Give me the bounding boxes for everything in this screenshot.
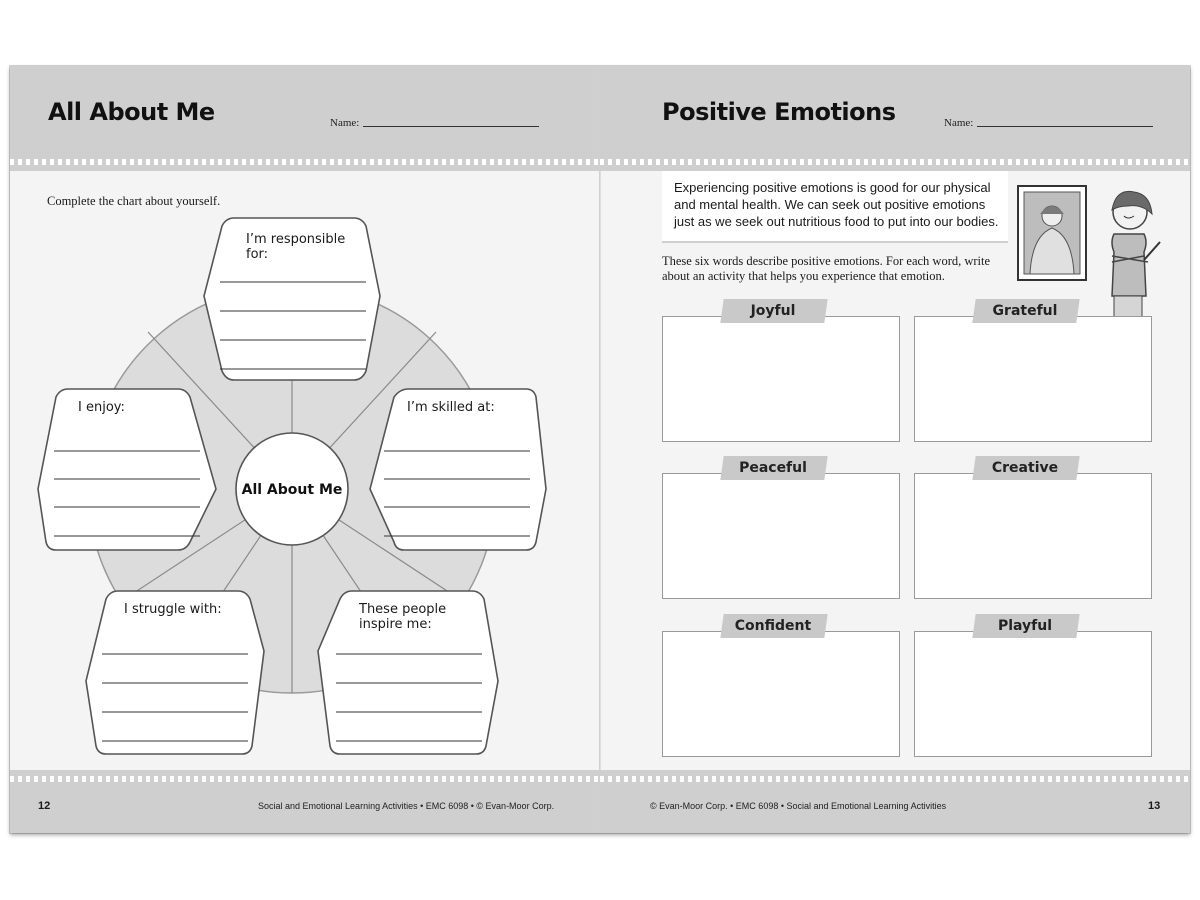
page-number: 13	[1148, 800, 1161, 812]
about-me-wheel	[10, 66, 600, 833]
dotted-border	[600, 159, 1190, 165]
emotion-box-creative[interactable]	[914, 473, 1152, 599]
intro-text: Experiencing positive emotions is good for our physical and mental health. We can seek out positive emotions just as we seek out nutritious food to put into our bodies.	[674, 180, 999, 229]
emotion-label-creative: Creative	[991, 460, 1059, 476]
dotted-border	[10, 776, 600, 782]
instruction-text: Complete the chart about yourself.	[47, 194, 221, 208]
right-header	[600, 66, 1190, 171]
label-skilled: I’m skilled at:	[407, 400, 495, 415]
name-label: Name:	[330, 117, 360, 129]
label-responsible-2: for:	[246, 247, 269, 262]
emotion-box-playful[interactable]	[914, 631, 1152, 757]
emotion-label-grateful: Grateful	[992, 303, 1058, 319]
page-number: 12	[38, 800, 51, 812]
footer-credit: Social and Emotional Learning Activities • EMC 6098 • © Evan-Moor Corp.	[258, 801, 555, 811]
center-label: All About Me	[241, 482, 343, 498]
label-inspire-1: These people	[359, 602, 447, 617]
label-struggle: I struggle with:	[124, 602, 222, 617]
intro-box	[662, 171, 1008, 243]
name-line[interactable]	[977, 126, 1153, 127]
emotion-label-peaceful: Peaceful	[739, 460, 807, 476]
book-spread	[10, 66, 1190, 833]
emotion-label-confident: Confident	[734, 618, 812, 634]
page-title: Positive Emotions	[662, 98, 896, 126]
right-page	[600, 66, 1190, 833]
emotion-box-joyful[interactable]	[662, 316, 900, 442]
left-page	[10, 66, 600, 833]
label-inspire-2: inspire me:	[359, 617, 432, 632]
emotion-label-playful: Playful	[997, 618, 1053, 634]
dotted-border	[600, 776, 1190, 782]
footer-credit: © Evan-Moor Corp. • EMC 6098 • Social and Emotional Learning Activities	[650, 801, 947, 811]
emotion-box-grateful[interactable]	[914, 316, 1152, 442]
emotion-box-peaceful[interactable]	[662, 473, 900, 599]
emotion-box-confident[interactable]	[662, 631, 900, 757]
label-enjoy: I enjoy:	[78, 400, 125, 415]
emotion-label-joyful: Joyful	[750, 303, 796, 319]
page-title: All About Me	[48, 98, 215, 126]
instruction-text: These six words describe positive emotions. For each word, write about an activity that helps you experience that emotion.	[662, 254, 991, 283]
name-label: Name:	[944, 117, 974, 129]
petal-enjoy	[38, 389, 216, 550]
label-responsible-1: I’m responsible	[246, 232, 346, 247]
